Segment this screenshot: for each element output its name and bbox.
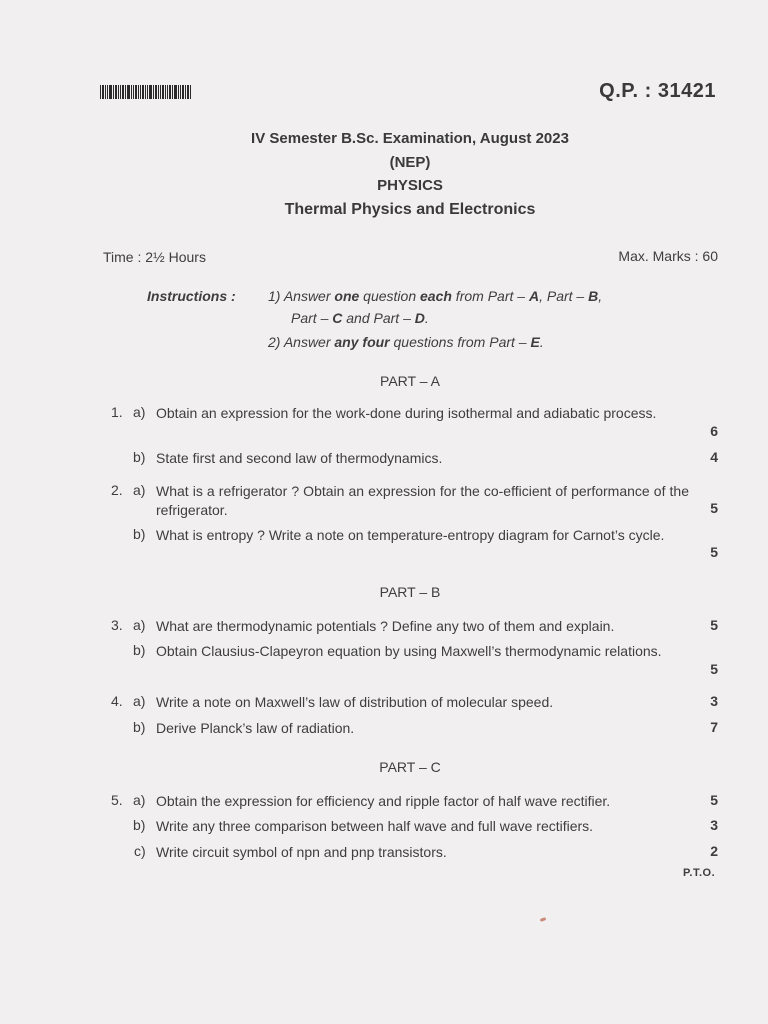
subject-title: PHYSICS (377, 177, 443, 194)
question-text: Write a note on Maxwell’s law of distribution of molecular speed. (156, 694, 554, 710)
instruction-1 (268, 285, 693, 307)
barcode-bar (109, 85, 112, 99)
instructions-label: Instructions : (147, 288, 236, 304)
instruction-text: questions from Part – (389, 334, 531, 350)
instruction-emphasis: C (332, 310, 343, 326)
barcode-bar (174, 85, 177, 99)
instruction-text: 1) Answer (268, 288, 335, 304)
barcode-bar (178, 85, 179, 99)
sub-question-label: b) (133, 817, 146, 833)
barcode-bar (155, 85, 157, 99)
question-marks: 3 (710, 817, 718, 833)
barcode-bar (165, 85, 166, 99)
question-marks: 5 (710, 544, 718, 560)
instruction-emphasis: each (420, 288, 452, 304)
paper-title: Thermal Physics and Electronics (284, 201, 536, 218)
question-number: 5. (111, 792, 123, 808)
instruction-emphasis: A (528, 288, 540, 304)
barcode-bar (160, 85, 161, 99)
question-text: What is entropy ? Write a note on temperature-entropy diagram for Carnot’s cycle. (156, 527, 665, 543)
question-text: Write circuit symbol of npn and pnp transistors. (156, 844, 447, 860)
part-c-heading: PART – C (379, 759, 441, 775)
instruction-emphasis: E (530, 334, 540, 350)
instruction-text: , (598, 288, 603, 304)
barcode-bar (182, 85, 184, 99)
barcode-bar (153, 85, 154, 99)
barcode-bar (102, 85, 104, 99)
barcode-bar (190, 85, 191, 99)
sub-question-label: b) (133, 719, 146, 735)
question-text: Derive Planck’s law of radiation. (156, 720, 355, 736)
question-marks: 6 (710, 423, 718, 439)
question-number: 2. (111, 482, 123, 498)
barcode-bar (133, 85, 134, 99)
question-number: 1. (111, 404, 123, 420)
question-paper-number: Q.P. : 31421 (599, 80, 716, 102)
barcode-bar (118, 85, 119, 99)
barcode-bar (140, 85, 141, 99)
barcode-bar (138, 85, 139, 99)
sub-question-label: a) (133, 404, 146, 420)
barcode-bar (105, 85, 106, 99)
barcode-bar (167, 85, 168, 99)
question-text: What is a refrigerator ? Obtain an expression for the co-efficient of performance of the refrigerator. (156, 483, 689, 518)
sub-question-label: c) (134, 843, 146, 859)
sub-question-label: a) (133, 693, 146, 709)
instruction-text: 2) Answer (268, 334, 335, 350)
question-marks: 5 (710, 500, 718, 516)
instruction-emphasis: one (334, 288, 360, 304)
barcode-bar (169, 85, 171, 99)
question-text: Obtain an expression for the work-done during isothermal and adiabatic process. (156, 405, 657, 421)
barcode (100, 85, 202, 99)
instruction-text: . (539, 334, 544, 350)
part-b-heading: PART – B (379, 584, 441, 600)
instruction-text: and Part – (342, 310, 415, 326)
time-allowed: Time : 2½ Hours (103, 249, 206, 265)
question-number: 3. (111, 617, 123, 633)
question-text: What are thermodynamic potentials ? Define any two of them and explain. (156, 618, 615, 634)
barcode-bar (145, 85, 146, 99)
barcode-bar (120, 85, 121, 99)
sub-question-label: b) (133, 642, 146, 658)
question-marks: 5 (710, 792, 718, 808)
exam-title: IV Semester B.Sc. Examination, August 2023 (251, 130, 569, 147)
question-marks: 5 (710, 617, 718, 633)
question-marks: 4 (710, 449, 718, 465)
sub-question-label: a) (133, 482, 146, 498)
part-a-heading: PART – A (380, 373, 440, 389)
barcode-bar (158, 85, 159, 99)
barcode-bar (172, 85, 173, 99)
barcode-bar (147, 85, 148, 99)
barcode-bar (149, 85, 152, 99)
sub-question-label: a) (133, 792, 146, 808)
sub-question-label: b) (133, 526, 146, 542)
exam-scheme: (NEP) (389, 154, 431, 171)
instruction-2 (268, 331, 544, 353)
barcode-bar (131, 85, 132, 99)
question-text: Obtain Clausius-Clapeyron equation by using Maxwell’s thermodynamic relations. (156, 643, 662, 659)
instruction-text: from Part – (451, 288, 529, 304)
question-marks: 5 (710, 661, 718, 677)
question-text: Obtain the expression for efficiency and ripple factor of half wave rectifier. (156, 793, 611, 809)
question-marks: 7 (710, 719, 718, 735)
max-marks: Max. Marks : 60 (618, 248, 718, 264)
instruction-text: question (359, 288, 420, 304)
barcode-bar (125, 85, 126, 99)
question-marks: 2 (710, 843, 718, 859)
instruction-text: Part – (291, 310, 333, 326)
instruction-emphasis: any four (334, 334, 390, 350)
barcode-bar (100, 85, 101, 99)
question-text: Write any three comparison between half wave and full wave rectifiers. (156, 818, 594, 834)
barcode-bar (107, 85, 108, 99)
instruction-emphasis: B (588, 288, 599, 304)
question-text: State first and second law of thermodynamics. (156, 450, 443, 466)
barcode-bar (135, 85, 137, 99)
sub-question-label: a) (133, 617, 146, 633)
barcode-bar (180, 85, 181, 99)
barcode-bar (127, 85, 130, 99)
sub-question-label: b) (133, 449, 146, 465)
question-number: 4. (111, 693, 123, 709)
paper-speck (540, 917, 547, 922)
instruction-1-continued (291, 307, 429, 329)
instruction-emphasis: D (414, 310, 425, 326)
barcode-bar (142, 85, 144, 99)
barcode-bar (113, 85, 114, 99)
barcode-bar (115, 85, 117, 99)
question-marks: 3 (710, 693, 718, 709)
barcode-bar (185, 85, 186, 99)
barcode-bar (162, 85, 164, 99)
barcode-bar (187, 85, 189, 99)
barcode-bar (122, 85, 124, 99)
instruction-text: . (424, 310, 429, 326)
please-turn-over: P.T.O. (683, 867, 716, 879)
instruction-text: , Part – (539, 288, 589, 304)
